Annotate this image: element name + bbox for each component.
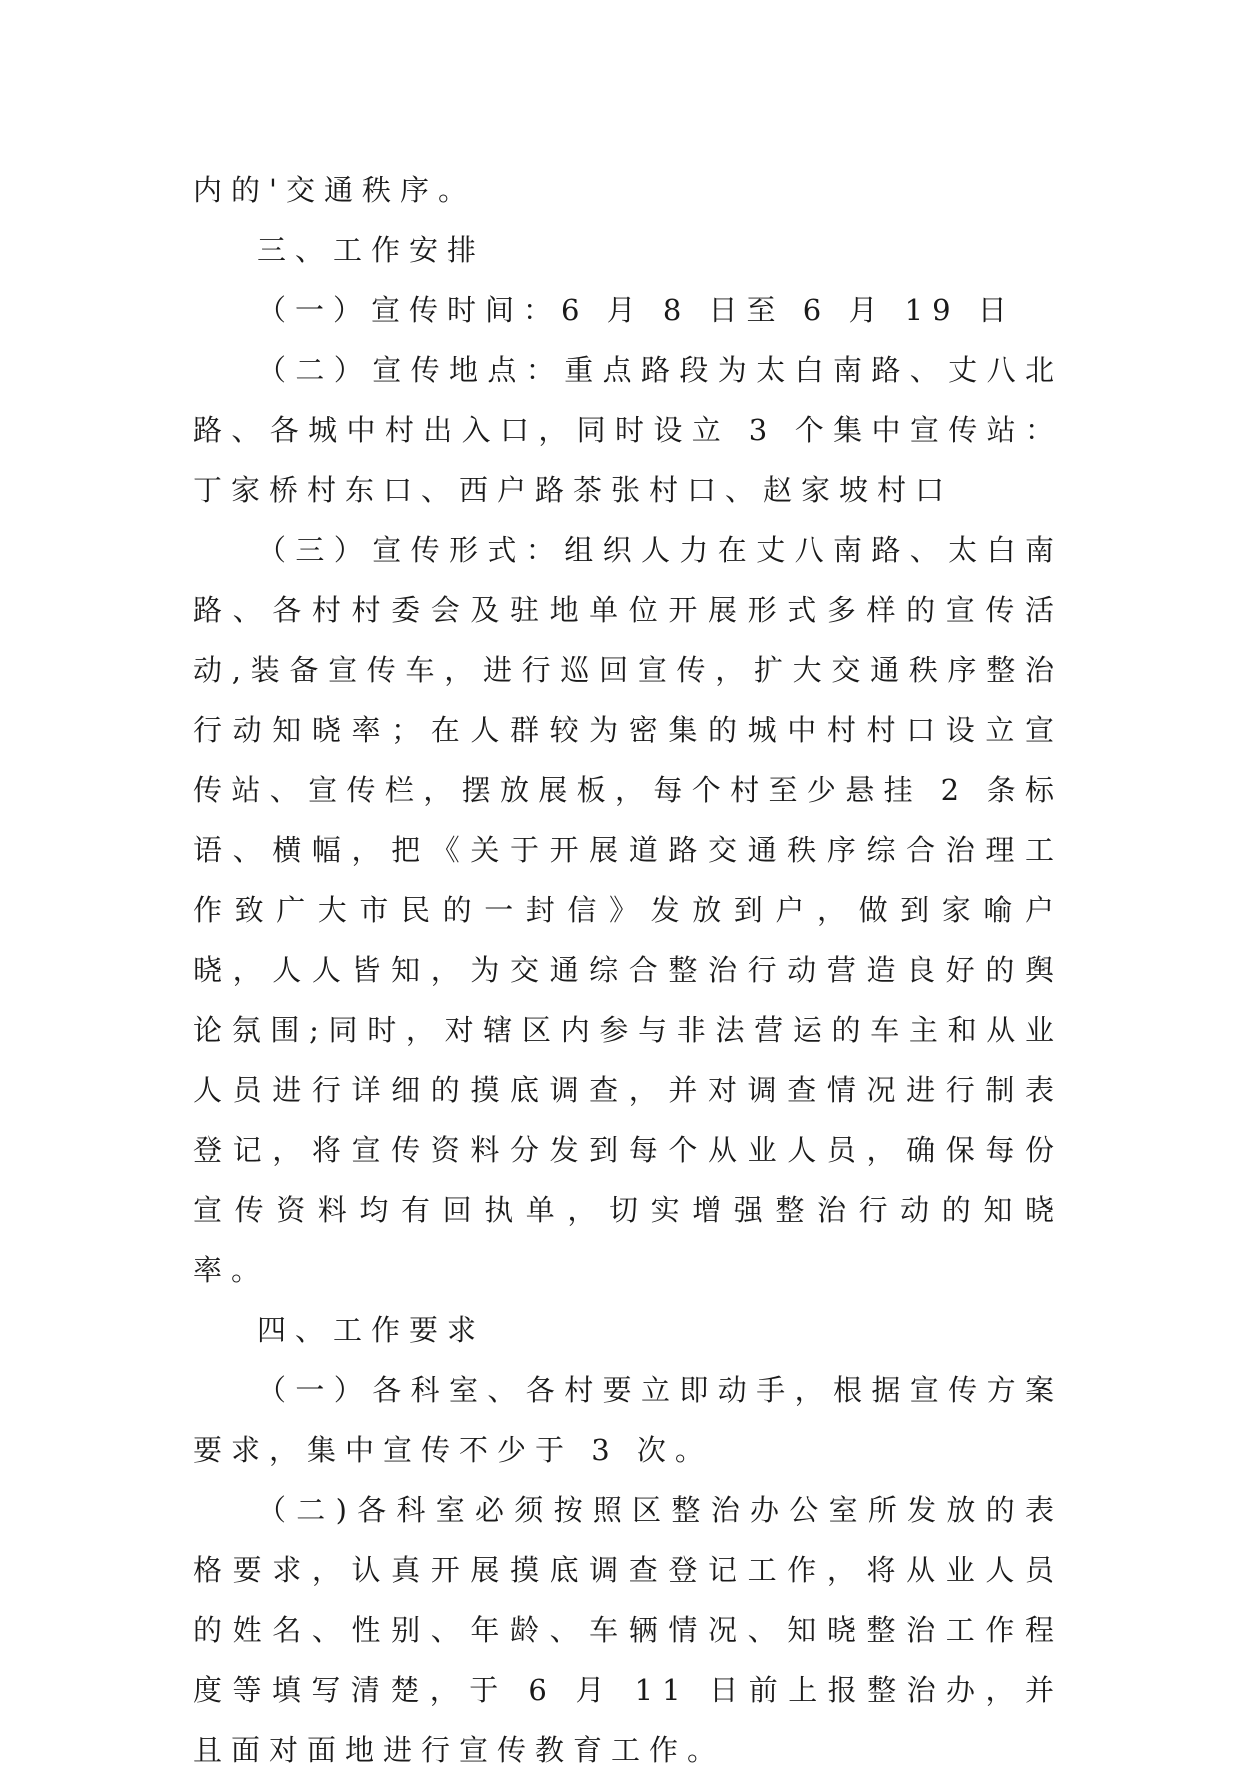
paragraph-publicity-time: （一）宣传时间：6 月 8 日至 6 月 19 日: [257, 293, 1016, 327]
paragraph-requirement-two: （二)各科室必须按照区整治办公室所发放的表格要求，认真开展摸底调查登记工作，将从业人员的姓名、性别、年龄、车辆情况、知晓整治工作程度等填写清楚，于 6 月 11 日前上报整治办，并且面对面地进行宣传教育工作。: [193, 1493, 1063, 1767]
section-heading-work-requirements: 四、工作要求: [257, 1313, 486, 1347]
section-heading-work-arrangement: 三、工作安排: [257, 233, 486, 267]
paragraph-continuation: 内的'交通秩序。: [193, 173, 476, 207]
document-body: [193, 160, 1063, 1780]
paragraph-requirement-one: （一）各科室、各村要立即动手，根据宣传方案要求，集中宣传不少于 3 次。: [193, 1373, 1063, 1467]
paragraph-publicity-location: （二）宣传地点：重点路段为太白南路、丈八北路、各城中村出入口，同时设立 3 个集中宣传站：丁家桥村东口、西户路茶张村口、赵家坡村口: [193, 353, 1063, 507]
paragraph-publicity-form: （三）宣传形式：组织人力在丈八南路、太白南路、各村村委会及驻地单位开展形式多样的宣传活动,装备宣传车，进行巡回宣传，扩大交通秩序整治行动知晓率；在人群较为密集的城中村村口设立宣传站、宣传栏，摆放展板，每个村至少悬挂 2 条标语、横幅，把《关于开展道路交通秩序综合治理工作致广大市民的一封信》发放到户，做到家喻户晓，人人皆知，为交通综合整治行动营造良好的舆论氛围;同时，对辖区内参与非法营运的车主和从业人员进行详细的摸底调查，并对调查情况进行制表登记，将宣传资料分发到每个从业人员，确保每份宣传资料均有回执单，切实增强整治行动的知晓率。: [193, 533, 1063, 1287]
